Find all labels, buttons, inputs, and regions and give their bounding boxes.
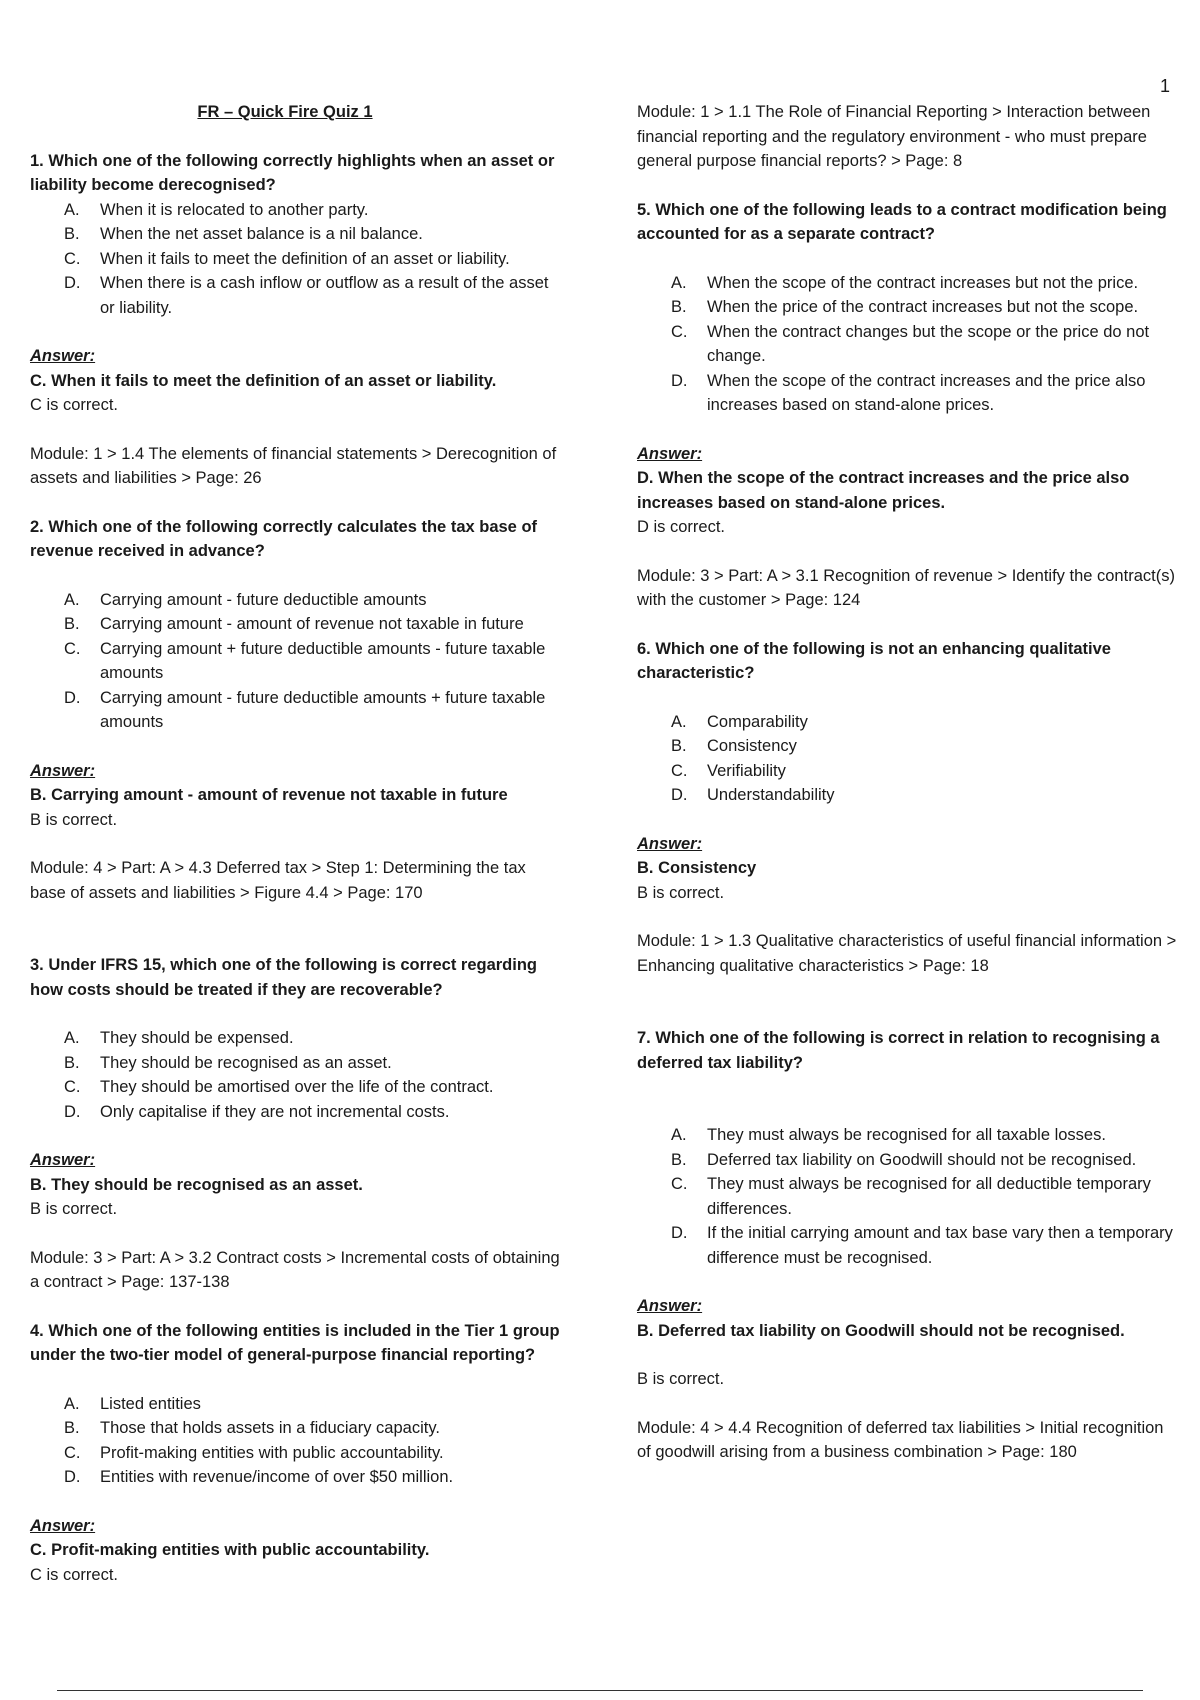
option-text: They should be expensed. (100, 1029, 294, 1047)
options-list (637, 710, 1177, 808)
option-d (64, 686, 560, 735)
option-a (671, 271, 1177, 296)
question-1 (30, 149, 560, 491)
option-letter: A. (64, 590, 80, 609)
option-text: Profit-making entities with public accountability. (100, 1443, 444, 1462)
option-letter: D. (671, 371, 688, 390)
option-c (64, 637, 560, 686)
option-letter: C. (671, 1175, 688, 1193)
option-text: When there is a cash inflow or outflow as a result of the asset or liability. (100, 274, 549, 317)
question-7 (637, 1026, 1177, 1465)
question-text: 2. Which one of the following correctly calculates the tax base of revenue received in advance? (30, 517, 538, 560)
option-letter: D. (64, 1468, 81, 1486)
option-text: They should be amortised over the life of the contract. (100, 1078, 494, 1096)
answer-text: C. When it fails to meet the definition of an asset or liability. (30, 371, 497, 390)
answer-text: B. Consistency (637, 859, 757, 877)
option-text: When the scope of the contract increases and the price also increases based on stand-alone prices. (707, 371, 1146, 414)
option-text: When it is relocated to another party. (100, 200, 369, 219)
option-letter: A. (671, 1126, 687, 1144)
option-text: Carrying amount - future deductible amounts + future taxable amounts (100, 688, 546, 731)
option-text: Deferred tax liability on Goodwill should not be recognised. (707, 1150, 1137, 1169)
option-letter: C. (671, 322, 688, 341)
question-text: 3. Under IFRS 15, which one of the following is correct regarding how costs should be treated if they are recoverable? (30, 956, 537, 999)
options-list (30, 198, 560, 321)
module-reference: Module: 3 > Part: A > 3.2 Contract costs > Incremental costs of obtaining a contract > Page: 137-138 (30, 1248, 560, 1291)
options-list (30, 588, 560, 735)
option-letter: C. (671, 761, 688, 780)
answer-label: Answer: (30, 1151, 96, 1169)
module-reference: Module: 1 > 1.4 The elements of financial statements > Derecognition of assets and liabilities > Page: 26 (30, 444, 557, 487)
correct-text: C is correct. (30, 396, 119, 414)
option-text: Only capitalise if they are not incremental costs. (100, 1102, 450, 1121)
option-text: Verifiability (707, 761, 786, 780)
option-text: When the scope of the contract increases but not the price. (707, 273, 1139, 292)
option-letter: C. (64, 249, 81, 268)
answer-label: Answer: (637, 834, 703, 853)
option-b (671, 295, 1177, 320)
correct-text: B is correct. (30, 810, 118, 829)
module-reference: Module: 1 > 1.1 The Role of Financial Reporting > Interaction between financial reporting and the regulatory environment - who must prepare general purpose financial reports? > Page: 8 (637, 103, 1151, 170)
option-c (64, 1441, 560, 1466)
question-text: 5. Which one of the following leads to a contract modification being accounted for as a separate contract? (637, 200, 1167, 243)
answer-text: B. Deferred tax liability on Goodwill should not be recognised. (637, 1321, 1125, 1340)
option-letter: D. (64, 274, 81, 292)
option-text: When it fails to meet the definition of an asset or liability. (100, 249, 510, 268)
answer-text: B. They should be recognised as an asset. (30, 1175, 363, 1194)
module-reference: Module: 3 > Part: A > 3.1 Recognition of revenue > Identify the contract(s) with the customer > Page: 124 (637, 566, 1175, 609)
option-text: Carrying amount + future deductible amounts - future taxable amounts (100, 639, 546, 682)
option-d (64, 1100, 560, 1125)
option-a (64, 1026, 560, 1051)
option-d (671, 1221, 1177, 1270)
option-text: Entities with revenue/income of over $50 million. (100, 1468, 454, 1486)
option-text: They must always be recognised for all taxable losses. (707, 1126, 1106, 1144)
module-reference: Module: 4 > 4.4 Recognition of deferred tax liabilities > Initial recognition of goodwill arising from a business combination > Page: 180 (637, 1418, 1164, 1461)
option-text: Consistency (707, 737, 797, 755)
option-letter: B. (671, 298, 687, 316)
option-text: Carrying amount - amount of revenue not taxable in future (100, 615, 524, 633)
option-c (671, 759, 1177, 784)
option-text: When the price of the contract increases but not the scope. (707, 298, 1139, 316)
option-text: They should be recognised as an asset. (100, 1053, 392, 1072)
options-list (30, 1392, 560, 1490)
option-a (64, 588, 560, 613)
option-b (64, 1416, 560, 1441)
option-letter: C. (64, 1443, 81, 1462)
question-4 (30, 1319, 560, 1588)
option-letter: A. (671, 273, 687, 292)
option-d (64, 271, 560, 320)
option-text: Comparability (707, 712, 808, 731)
option-a (64, 198, 560, 223)
option-a (64, 1392, 560, 1417)
option-b (64, 612, 560, 637)
answer-label: Answer: (637, 444, 703, 463)
option-text: When the net asset balance is a nil balance. (100, 225, 423, 243)
option-letter: C. (64, 1078, 81, 1096)
answer-label: Answer: (30, 347, 96, 365)
option-b (671, 1148, 1177, 1173)
option-text: Understandability (707, 786, 835, 804)
option-letter: A. (671, 712, 687, 731)
answer-label: Answer: (30, 761, 96, 780)
question-3 (30, 953, 560, 1295)
option-text: Those that holds assets in a fiduciary capacity. (100, 1419, 440, 1437)
option-letter: B. (64, 615, 80, 633)
option-letter: A. (64, 1394, 80, 1413)
option-letter: B. (671, 1150, 687, 1169)
option-c (671, 1172, 1177, 1221)
option-b (671, 734, 1177, 759)
options-list (637, 271, 1177, 418)
option-d (64, 1465, 560, 1490)
correct-text: D is correct. (637, 518, 726, 536)
option-d (671, 369, 1177, 418)
correct-text: C is correct. (30, 1565, 119, 1584)
correct-text: B is correct. (30, 1200, 118, 1218)
option-letter: B. (671, 737, 687, 755)
option-text: They must always be recognised for all deductible temporary differences. (707, 1175, 1151, 1218)
page-number: 1 (1159, 76, 1170, 96)
correct-text: B is correct. (637, 883, 725, 902)
option-c (64, 1075, 560, 1100)
option-letter: B. (64, 1053, 80, 1072)
option-text: Listed entities (100, 1394, 201, 1413)
options-list (30, 1026, 560, 1124)
footer-divider (57, 1690, 1143, 1691)
question-5 (637, 198, 1177, 613)
answer-text: C. Profit-making entities with public accountability. (30, 1541, 430, 1559)
option-a (671, 710, 1177, 735)
option-letter: B. (64, 225, 80, 243)
quiz-title: FR – Quick Fire Quiz 1 (197, 103, 373, 121)
option-d (671, 783, 1177, 808)
option-letter: C. (64, 639, 81, 658)
option-letter: B. (64, 1419, 80, 1437)
option-b (64, 222, 560, 247)
option-letter: D. (64, 688, 81, 707)
left-column (30, 100, 560, 1587)
answer-label: Answer: (30, 1516, 96, 1535)
question-6 (637, 637, 1177, 979)
answer-text: B. Carrying amount - amount of revenue not taxable in future (30, 786, 508, 804)
module-reference: Module: 1 > 1.3 Qualitative characteristics of useful financial information > Enhancing qualitative characteristics > Page: 18 (637, 932, 1177, 975)
correct-text: B is correct. (637, 1370, 725, 1388)
option-a (671, 1123, 1177, 1148)
option-b (64, 1051, 560, 1076)
right-column (637, 100, 1177, 1465)
option-c (64, 247, 560, 272)
module-reference: Module: 4 > Part: A > 4.3 Deferred tax > Step 1: Determining the tax base of assets and liabilities > Figure 4.4 > Page: 170 (30, 859, 526, 902)
option-text: If the initial carrying amount and tax base vary then a temporary difference must be recognised. (707, 1224, 1173, 1267)
option-text: When the contract changes but the scope or the price do not change. (707, 322, 1150, 365)
option-letter: A. (64, 1029, 80, 1047)
answer-label: Answer: (637, 1297, 703, 1315)
question-text: 6. Which one of the following is not an enhancing qualitative characteristic? (637, 639, 1111, 682)
option-letter: D. (64, 1102, 81, 1121)
option-text: Carrying amount - future deductible amounts (100, 590, 427, 609)
option-letter: A. (64, 200, 80, 219)
question-text: 1. Which one of the following correctly highlights when an asset or liability become derecognised? (30, 151, 555, 194)
option-letter: D. (671, 1224, 688, 1242)
option-c (671, 320, 1177, 369)
answer-text: D. When the scope of the contract increases and the price also increases based on stand-alone prices. (637, 469, 1130, 512)
options-list (637, 1123, 1177, 1270)
question-text: 4. Which one of the following entities is included in the Tier 1 group under the two-tier model of general-purpose financial reporting? (30, 1321, 560, 1364)
question-text: 7. Which one of the following is correct in relation to recognising a deferred tax liability? (637, 1029, 1160, 1072)
question-2 (30, 515, 560, 906)
option-letter: D. (671, 786, 688, 804)
